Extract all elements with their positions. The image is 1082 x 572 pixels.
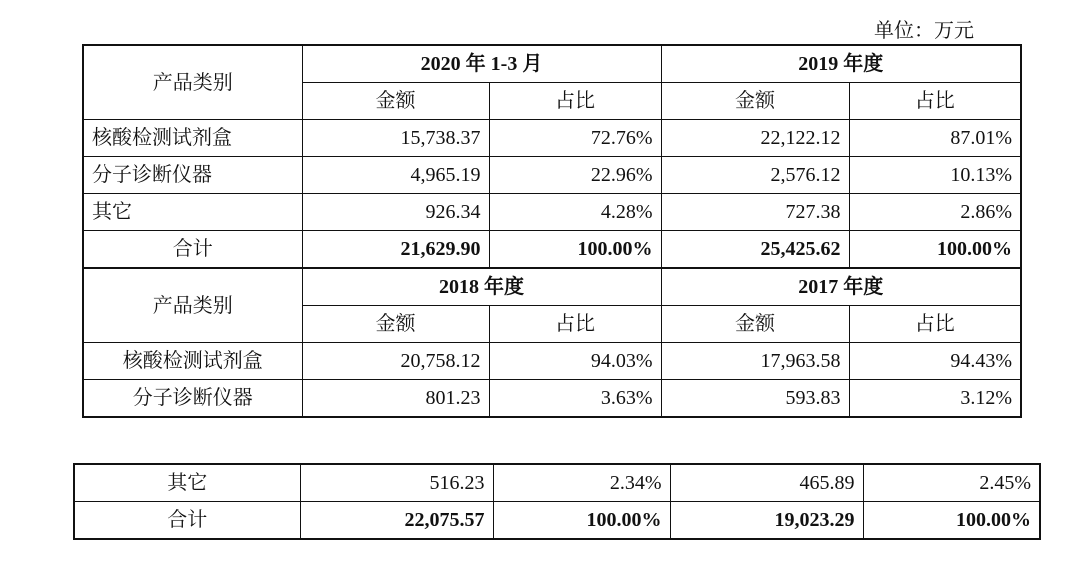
row-label: 分子诊断仪器 <box>83 157 302 194</box>
row-label: 核酸检测试剂盒 <box>83 120 302 157</box>
table-row <box>83 343 1021 380</box>
table-row <box>83 194 1021 231</box>
cell-amount: 20,758.12 <box>302 343 489 380</box>
cell-share: 72.76% <box>489 120 661 157</box>
cell-amount: 22,075.57 <box>300 502 493 540</box>
header-period: 2017 年度 <box>661 268 1021 306</box>
cell-amount: 2,576.12 <box>661 157 849 194</box>
row-label: 核酸检测试剂盒 <box>83 343 302 380</box>
cell-share: 87.01% <box>849 120 1021 157</box>
cell-amount: 465.89 <box>670 464 863 502</box>
header-row-periods <box>83 268 1021 306</box>
header-period: 2020 年 1-3 月 <box>302 45 661 83</box>
header-category: 产品类别 <box>83 45 302 120</box>
header-amount: 金额 <box>661 306 849 343</box>
header-share: 占比 <box>489 83 661 120</box>
table-row <box>83 120 1021 157</box>
header-amount: 金额 <box>302 306 489 343</box>
row-label: 分子诊断仪器 <box>83 380 302 418</box>
cell-share: 100.00% <box>849 231 1021 269</box>
cell-share: 4.28% <box>489 194 661 231</box>
header-category: 产品类别 <box>83 268 302 343</box>
cell-amount: 15,738.37 <box>302 120 489 157</box>
header-share: 占比 <box>489 306 661 343</box>
table-row <box>83 157 1021 194</box>
total-row <box>83 231 1021 269</box>
row-label: 合计 <box>74 502 300 540</box>
cell-amount: 516.23 <box>300 464 493 502</box>
cell-share: 3.63% <box>489 380 661 418</box>
cell-share: 100.00% <box>493 502 670 540</box>
cell-share: 100.00% <box>863 502 1040 540</box>
revenue-by-product-table <box>82 44 1022 418</box>
cell-amount: 17,963.58 <box>661 343 849 380</box>
cell-share: 2.34% <box>493 464 670 502</box>
total-row <box>74 502 1040 540</box>
cell-share: 2.45% <box>863 464 1040 502</box>
header-share: 占比 <box>849 83 1021 120</box>
header-amount: 金额 <box>302 83 489 120</box>
unit-label: 单位：万元 <box>874 20 974 42</box>
cell-amount: 4,965.19 <box>302 157 489 194</box>
cell-amount: 727.38 <box>661 194 849 231</box>
table-row <box>83 380 1021 418</box>
cell-amount: 22,122.12 <box>661 120 849 157</box>
cell-share: 10.13% <box>849 157 1021 194</box>
row-label: 其它 <box>74 464 300 502</box>
cell-share: 2.86% <box>849 194 1021 231</box>
row-label: 其它 <box>83 194 302 231</box>
header-share: 占比 <box>849 306 1021 343</box>
cell-amount: 593.83 <box>661 380 849 418</box>
cell-share: 100.00% <box>489 231 661 269</box>
header-period: 2018 年度 <box>302 268 661 306</box>
cell-share: 94.43% <box>849 343 1021 380</box>
table-row <box>74 464 1040 502</box>
cell-amount: 25,425.62 <box>661 231 849 269</box>
cell-amount: 926.34 <box>302 194 489 231</box>
revenue-by-product-table-continued <box>73 463 1041 540</box>
cell-share: 3.12% <box>849 380 1021 418</box>
header-amount: 金额 <box>661 83 849 120</box>
header-period: 2019 年度 <box>661 45 1021 83</box>
cell-amount: 21,629.90 <box>302 231 489 269</box>
cell-amount: 19,023.29 <box>670 502 863 540</box>
header-row-periods <box>83 45 1021 83</box>
cell-amount: 801.23 <box>302 380 489 418</box>
row-label: 合计 <box>83 231 302 269</box>
cell-share: 94.03% <box>489 343 661 380</box>
cell-share: 22.96% <box>489 157 661 194</box>
